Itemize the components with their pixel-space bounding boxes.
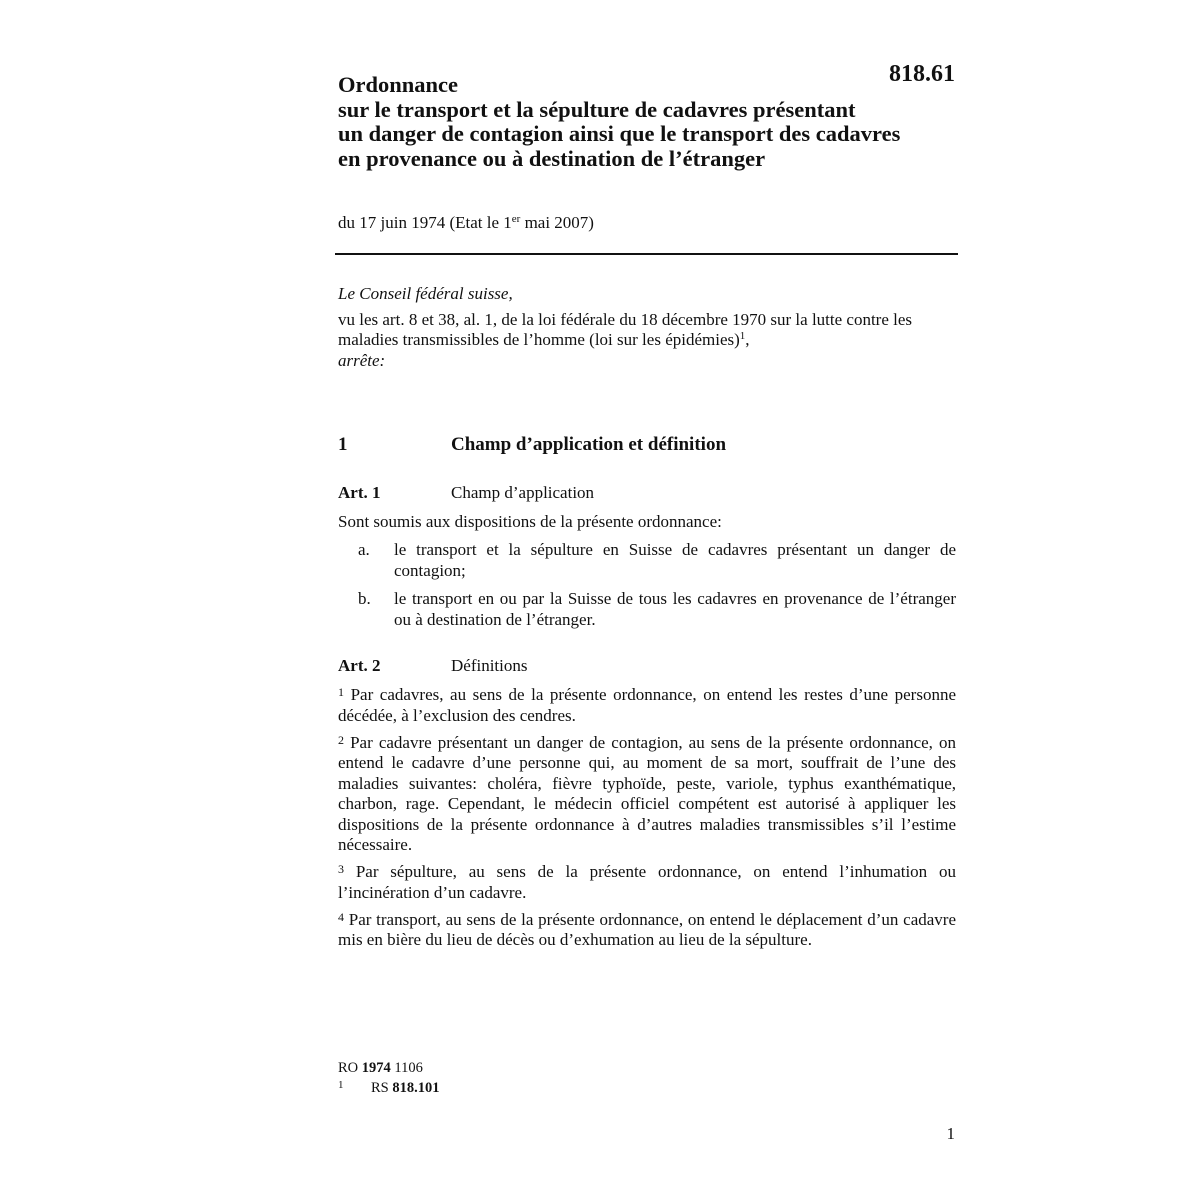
article-intro-text: Sont soumis aux dispositions de la présente ordonnance: bbox=[338, 512, 722, 531]
list-item bbox=[338, 589, 956, 630]
title-line: sur le transport et la sépulture de cadavres présentant bbox=[338, 96, 856, 122]
footnote: 1 RS 818.101 bbox=[338, 1079, 440, 1096]
list-item-text: le transport en ou par la Suisse de tous les cadavres en provenance de l’étranger ou à destination de l’étranger. bbox=[394, 589, 956, 629]
ro-page: 1106 bbox=[394, 1060, 423, 1076]
paragraph-number: 1 bbox=[338, 685, 344, 699]
footnote-reference[interactable]: 1 bbox=[739, 330, 746, 342]
article-2-heading bbox=[338, 655, 958, 677]
title-divider bbox=[335, 253, 958, 255]
date-prefix: du 17 juin 1974 (Etat le 1 bbox=[338, 213, 512, 232]
paragraph-text: Par transport, au sens de la présente ordonnance, on entend le déplacement d’un cadavre mis en bière du lieu de décès ou d’exhumation au lieu de la sépulture. bbox=[338, 909, 956, 949]
article-number: Art. 2 bbox=[338, 656, 381, 675]
paragraph bbox=[338, 862, 956, 903]
article-1-list bbox=[338, 540, 956, 638]
chapter-heading bbox=[338, 433, 958, 457]
date-suffix: mai 2007) bbox=[520, 213, 594, 232]
article-1-heading bbox=[338, 482, 958, 504]
paragraph-text: Par cadavres, au sens de la présente ordonnance, on entend les restes d’une personne décédée, à l’exclusion des cendres. bbox=[338, 685, 956, 725]
article-title: Champ d’application bbox=[451, 483, 595, 502]
article-1-intro bbox=[338, 512, 956, 539]
paragraph bbox=[338, 685, 956, 726]
list-item-text: le transport et la sépulture en Suisse de cadavres présentant un danger de contagion; bbox=[394, 540, 956, 580]
title-line: en provenance ou à destination de l’étranger bbox=[338, 145, 766, 171]
article-2-body bbox=[338, 685, 956, 957]
footnote-prefix: RS bbox=[371, 1080, 389, 1096]
paragraph-number: 4 bbox=[338, 909, 344, 924]
preamble-basis-end: , bbox=[745, 330, 750, 349]
preamble bbox=[338, 284, 956, 371]
title-line: un danger de contagion ainsi que le transport des cadavres bbox=[338, 121, 901, 146]
ro-prefix: RO bbox=[338, 1060, 359, 1076]
page-number: 1 bbox=[946, 1124, 955, 1143]
preamble-authority: Le Conseil fédéral suisse, bbox=[338, 284, 513, 303]
preamble-basis bbox=[338, 310, 956, 351]
preamble-basis-text: vu les art. 8 et 38, al. 1, de la loi fédérale du 18 décembre 1970 sur la lutte contre les maladies transmissibles de l’homme (loi sur les épidémies) bbox=[338, 309, 913, 349]
list-item-letter: a. bbox=[358, 540, 370, 559]
paragraph-text: Par cadavre présentant un danger de contagion, au sens de la présente ordonnance, on entend le cadavre d’une personne qui, au moment de sa mort, souffrait de l’une des maladies suivantes: choléra, fièvre typhoïde, peste, variole, typhus exanthématique, charbon, rage. Cependant, le médecin officiel compétent est autorisé à appliquer les dispositions de la présente ordonnance à d’autres maladies transmissibles s’il l’estime nécessaire. bbox=[338, 732, 956, 854]
title-line: Ordonnance bbox=[338, 72, 459, 97]
date-superscript: er bbox=[511, 213, 521, 225]
paragraph-text: Par sépulture, au sens de la présente ordonnance, on entend l’inhumation ou l’incinération d’un cadavre. bbox=[338, 862, 957, 902]
paragraph bbox=[338, 733, 956, 856]
list-item bbox=[338, 540, 956, 581]
paragraph-number: 3 bbox=[338, 862, 344, 876]
document-title bbox=[338, 73, 978, 171]
ro-reference bbox=[338, 1059, 423, 1078]
article-number: Art. 1 bbox=[338, 483, 381, 502]
ro-year: 1974 bbox=[361, 1060, 391, 1076]
article-title: Définitions bbox=[451, 656, 528, 675]
sr-number: 818.61 bbox=[889, 61, 955, 87]
paragraph bbox=[338, 910, 956, 951]
chapter-number: 1 bbox=[338, 434, 348, 455]
preamble-decree: arrête: bbox=[338, 350, 386, 370]
list-item-letter: b. bbox=[358, 589, 371, 608]
document-date bbox=[338, 212, 594, 234]
chapter-title: Champ d’application et définition bbox=[451, 434, 727, 455]
paragraph-number: 2 bbox=[338, 732, 344, 747]
footnote-ref: 818.101 bbox=[392, 1080, 440, 1096]
